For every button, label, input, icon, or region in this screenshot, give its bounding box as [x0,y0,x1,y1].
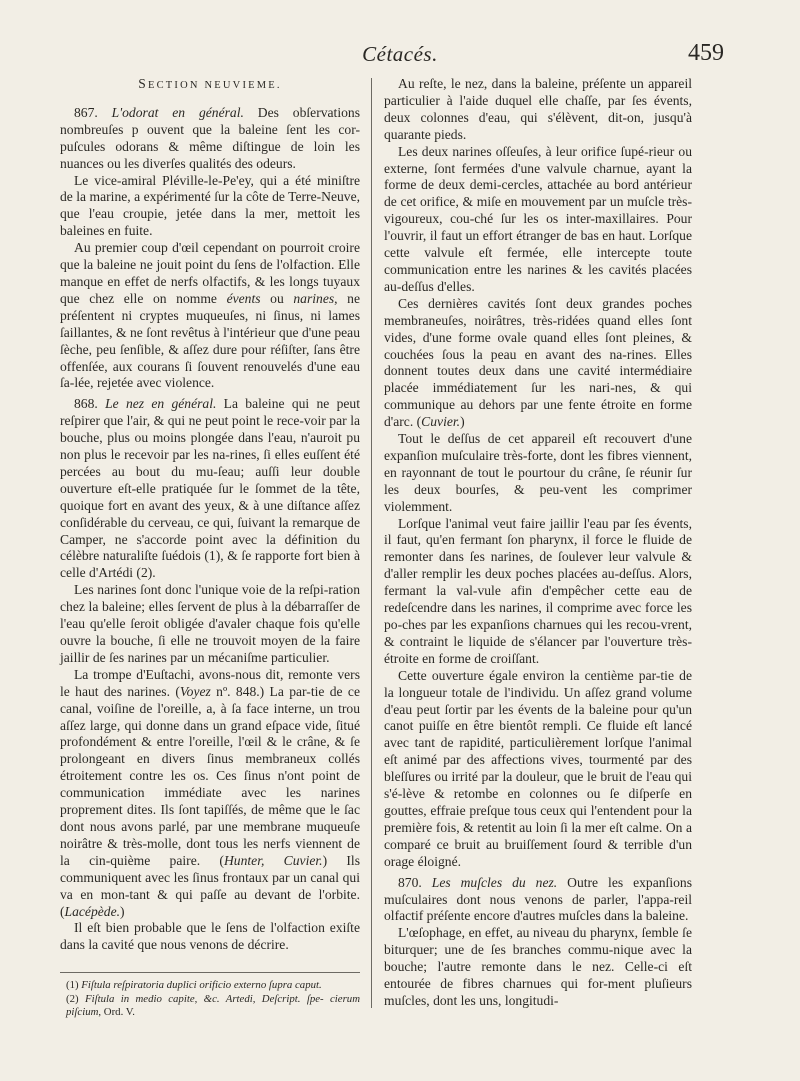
paragraph-text: ) [120,903,125,919]
paragraph [60,240,360,392]
paragraph-868 [60,396,360,582]
citation: Cuvier. [421,414,461,430]
footnote-rule [60,972,360,973]
italic-term: Voyez [179,683,211,699]
footnote-text: Fiſtula in medio capite, &c. [84,992,220,1005]
paragraph-867 [60,105,360,173]
column-rule [371,78,372,1008]
paragraph-text: Des obſervations nombreuſes p ouvent que la baleine ſent les cor-puſcules odorans & même diſtingue de loin les nuances ou les diverſes qualités des odeurs. [60,104,360,171]
right-column [384,76,692,1010]
footnote-text: cierum piſcium [66,992,360,1019]
article-number: 867. [74,104,98,120]
paragraph: Il eſt bien probable que le ſens de l'olfaction exiſte dans la cavité que nous venons de décrire. [60,920,360,953]
paragraph-text: ou [260,290,294,306]
left-column [60,76,360,1019]
paragraph: Les deux narines oſſeuſes, à leur orifice ſupé-rieur ou externe, ſont fermées d'une valvule charnue, ayant la forme de deux demi-cercles, attachée au bord antérieur de cet orifice, & miſe en mouvement par un muſcle très-vigoureux, cou-ché ſur les os inter-maxillaires. Pour l'ouvrir, il faut un effort étranger de bas en haut. Lorſque cette valvule eſt fermée, elle intercepte toute communication entre les narines & les cavités placées au-deſſus d'elles. [384,143,692,294]
italic-term: évents [226,290,261,306]
paragraph: Au reſte, le nez, dans la baleine, préſente un appareil particulier à l'aide duquel elle chaſſe, par ſes évents, deux colonnes d'eau, qui s'élèvent, dit-on, jusqu'à quarante pieds. [384,76,692,142]
footnote-text: , Ord. V. [98,1006,135,1019]
paragraph: Le vice-amiral Pléville-le-Pe'ey, qui a été miniſtre de la marine, a expérimenté ſur la côte de Terre-Neuve, que l'eau croupie, jetée dans la mer, mettoit les baleines en fuite. [60,172,360,239]
footnote-number: (1) [66,979,79,992]
article-number: 868. [74,396,98,412]
article-heading: Le nez en général. [105,396,217,412]
article-number: 870. [398,874,422,890]
section-title [60,76,360,95]
footnote-1 [66,979,360,992]
section-title-rest: ECTION NEUVIEME. [147,80,282,91]
footnote-number: (2) [66,992,79,1005]
paragraph-text: La trompe d'Euſtachi, avons-nous dit, remonte vers le haut des narines. ( [60,666,360,699]
paragraph-text: Au premier coup d'œil cependant on pourroit croire que la baleine ne jouit point du ſens de l'olfaction. Elle manque en effet de nerfs olfactifs, & les longs tuyaux que chez elle on nomme [60,240,360,306]
article-heading: Les muſcles du nez. [431,874,558,890]
paragraph: Lorſque l'animal veut faire jaillir l'eau par ſes évents, il faut, qu'en fermant ſon pharynx, il force le fluide de remonter dans ſes narines, de ſoulever leur valvule & d'aller remplir les deux poches placées au-deſſus. Alors, fermant la val-vule afin d'empêcher cette eau de redeſcendre dans les narines, il comprime avec force les po-ches par les expanſions charnues qui les recou-vrent, & contraint le liquide de s'élancer par l'ouverture très-étroite en forme de croiſſant. [384,515,692,666]
running-title: Cétacés. [362,42,438,66]
page-number: 459 [688,40,724,66]
section-title-cap: S [138,76,148,91]
paragraph-text: Outre les expanſions muſculaires dont nous venons de parler, l'appa-reil olfactif préſente encore d'autres muſcles dans la baleine. [384,874,692,924]
paragraph: Tout le deſſus de cet appareil eſt recouvert d'une expanſion muſculaire très-forte, dont les fibres viennent, en rayonnant de tout le pourtour du crâne, ſe réunir ſur les deux bourſes, & peu-vent les comprimer violemment. [384,431,692,514]
paragraph-text: ) Ils communiquent avec les ſinus frontaux par un canal qui va en mon-tant & qui paſſe au devant de l'orbite. ( [60,852,360,919]
paragraph [384,296,692,431]
footnote-text: Fiſtula reſpiratoria duplici orificio externo ſupra caput. [81,979,322,992]
paragraph: Les narines ſont donc l'unique voie de la reſpi-ration chez la baleine; elles ſervent de plus à la débarraſſer de l'eau qu'elle ſeroit obligée d'avaler chaque fois qu'elle ouvre la bouche, ſi elle ne trouvoit moyen de la faire jaillir de ſes narines par un mécaniſme particulier. [60,582,360,665]
article-heading: L'odorat en général. [111,104,244,120]
paragraph-text: ) [460,414,465,430]
citation: Lacépède. [64,903,121,919]
paragraph-text: , ne préſentent ni cryptes muqueuſes, ni ſinus, ni lames ſaillantes, & ne ſont revêtus à l'intérieur que d'une peau ſèche, peu ſenſible, & aſſez dure pour réſiſter, ſans être offenſée, aux courans ſi ſouvent renouvelés d'une eau ſa-lée, rejetée avec violence. [60,290,360,391]
footnote-text: Artedi, Deſcript. ſpe- [219,992,324,1005]
paragraph [60,667,360,921]
paragraph-text: Ces dernières cavités ſont deux grandes poches membraneuſes, noirâtres, très-ridées quand elles ſont vides, d'une forme ovale quand elles ſont pleines, & couchées ſous la peau en avant des na-rines. Elles donnent toutes deux dans une cavité intermédiaire placée immédiatement ſur les nari-nes, & qui communique au dehors par une fente étroite en forme d'arc. ( [384,295,692,430]
paragraph-870 [384,875,692,926]
italic-term: narines [293,290,335,306]
paragraph: Cette ouverture égale environ la centième par-tie de la longueur totale de l'individu. Un aſſez grand volume d'eau peut ſortir par les évents de la baleine pour qu'un canot puiſſe en être bientôt rempli. Ce fluide eſt lancé avec tant de rapidité, particulièrement lorſque l'animal eſt animé par des affections vives, tourmenté par des bleſſures ou irrité par la douleur, que le bruit de l'eau qui s'é-lève & retombe en colonnes ou ſe diſperſe en gouttes, effraie preſque tous ceux qui l'entendent pour la première fois, & retentit au loin ſi la mer eſt calme. On a comparé ce bruit au bruiſſement ſourd & terrible d'un orage éloigné. [384,667,692,869]
paragraph: L'œſophage, en effet, au niveau du pharynx, ſemble ſe biturquer; une de ſes branches commu-nique avec la bouche; l'autre remonte dans le nez. Celle-ci eſt entourée de fibres charnues qui for-ment pluſieurs muſcles, dont les uns, longitudi- [384,925,692,1008]
paragraph-text: nº. 848.) La par-tie de ce canal, voiſine de l'oreille, a, à ſa face interne, un trou aſſez large, qui donne dans un grand eſpace vide, ſitué profondément & entre l'oreille, l'œil & le crâne, & ſe prolongeant en divers ſinus membraneux collés étroitement contre les os. Ces ſinus n'ont point de communication immédiate avec les narines proprement dites. Ils ſont tapiſſés, de même que le ſac dont nous avons parlé, par une membrane muqueuſe noirâtre & très-molle, dont tous les nerfs viennent de la cin-quième paire. ( [60,683,360,868]
paragraph-text: La baleine qui ne peut reſpirer que l'air, & qui ne peut point le rece-voir par la bouche, plus ou moins plongée dans l'eau, n'auroit pu non plus le recevoir par les na-rines, ſi elles euſſent été percées au bout du mu-ſeau; auſſi leur double ouverture eſt-elle pratiquée ſur le ſommet de la tête, quoique fort en avant des yeux, & à une diſtance aſſez conſidérable du cerveau, ce qui, ſuivant la remarque de Camper, ne s'accorde point avec la définition du célèbre naturaliſte ſuédois (1), & ſe rapporte fort bien à celle d'Artédi (2). [60,396,360,581]
footnote-2 [66,993,360,1020]
citation: Hunter, Cuvier. [223,852,323,868]
